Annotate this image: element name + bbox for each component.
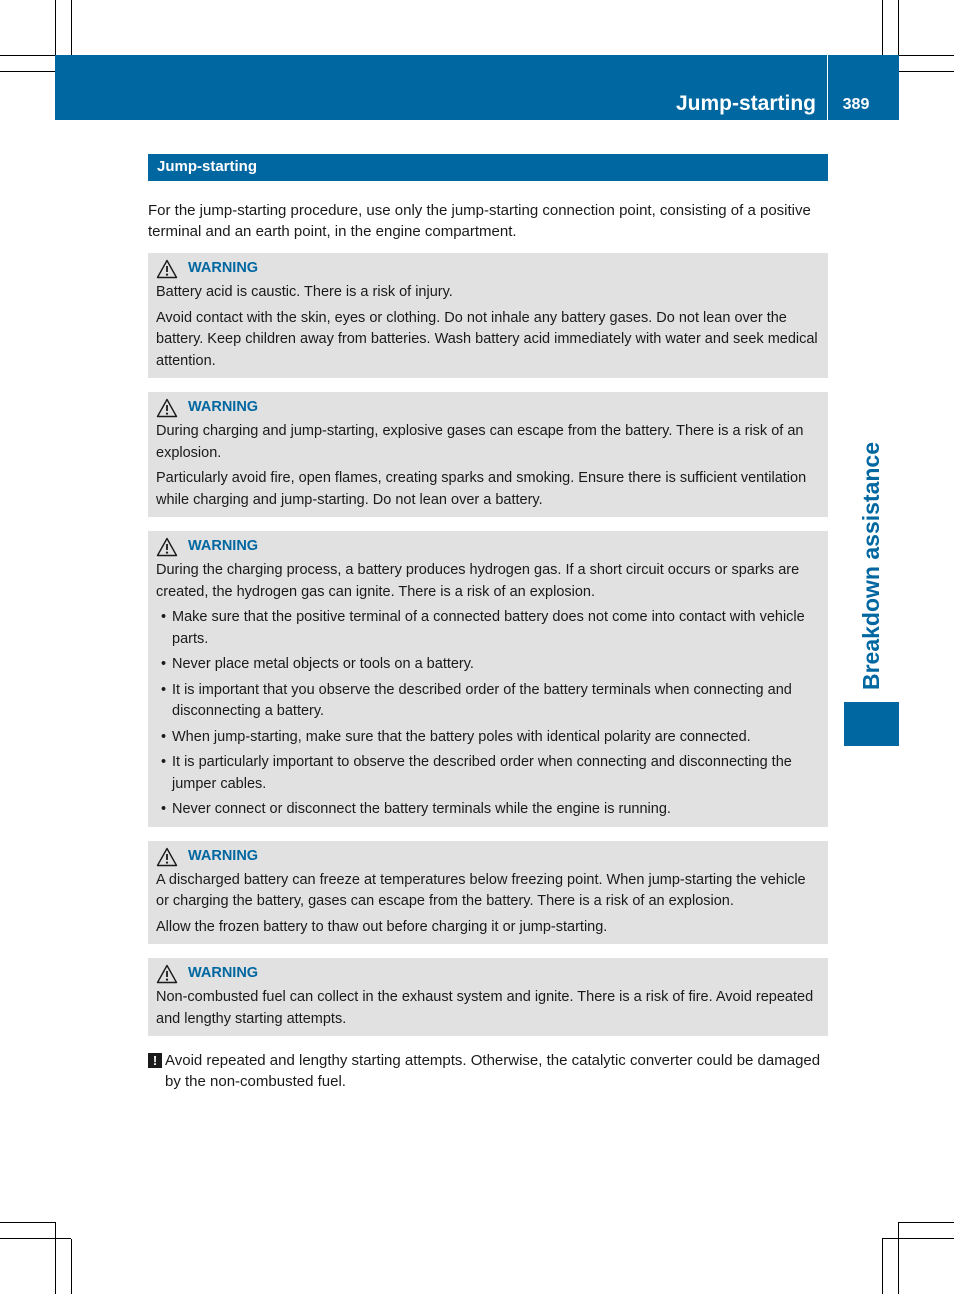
warning-bullet-list xyxy=(156,607,820,821)
warning-triangle-icon xyxy=(156,537,178,557)
warning-paragraph: During the charging process, a battery produces hydrogen gas. If a short circuit occurs or sparks are created, the hydrogen gas can ignite. There is a risk of an explosion. xyxy=(156,562,800,600)
warning-paragraph: Avoid contact with the skin, eyes or clothing. Do not inhale any battery gases. Do not lean over the battery. Keep children away from batteries. Wash battery acid immediately with water and seek medical attention. xyxy=(156,309,818,369)
warning-paragraph: Battery acid is caustic. There is a risk of injury. xyxy=(156,284,453,300)
list-item: • Never place metal objects or tools on a battery. xyxy=(156,654,820,676)
warning-paragraph: During charging and jump-starting, explosive gases can escape from the battery. There is a risk of an explosion. xyxy=(156,423,804,461)
warning-box xyxy=(148,253,828,378)
crop-mark xyxy=(899,71,954,72)
list-item: • When jump-starting, make sure that the battery poles with identical polarity are connected. xyxy=(156,727,820,749)
exclamation-icon: ! xyxy=(148,1053,162,1068)
crop-mark xyxy=(882,0,883,55)
crop-mark xyxy=(0,1222,55,1223)
warning-triangle-icon xyxy=(156,847,178,867)
crop-mark xyxy=(0,71,55,72)
side-tab-label: Breakdown assistance xyxy=(858,441,884,690)
note xyxy=(148,1050,828,1092)
warning-box xyxy=(148,392,828,517)
warning-triangle-icon xyxy=(156,259,178,279)
note-text: Avoid repeated and lengthy starting attempts. Otherwise, the catalytic converter could be damaged by the non-combusted fuel. xyxy=(165,1052,821,1090)
warning-title: WARNING xyxy=(188,260,259,277)
crop-mark xyxy=(0,55,55,56)
warning-title: WARNING xyxy=(188,965,259,982)
crop-mark xyxy=(882,1238,954,1239)
warning-header xyxy=(156,398,820,418)
main-content xyxy=(148,154,828,1092)
warning-paragraph: Particularly avoid fire, open flames, creating sparks and smoking. Ensure there is sufficient ventilation while charging and jump-starting. Do not lean over a battery. xyxy=(156,470,807,508)
crop-mark xyxy=(55,1222,56,1294)
warning-header xyxy=(156,847,820,867)
warning-box xyxy=(148,531,828,827)
crop-mark xyxy=(0,1238,71,1239)
list-item: • Never connect or disconnect the battery terminals while the engine is running. xyxy=(156,799,820,821)
warning-box xyxy=(148,841,828,945)
crop-mark xyxy=(899,55,954,56)
warning-header xyxy=(156,537,820,557)
crop-mark xyxy=(55,0,56,55)
list-item: • It is particularly important to observe the described order when connecting and disconnecting the jumper cables. xyxy=(156,752,820,795)
warning-paragraph: A discharged battery can freeze at temperatures below freezing point. When jump-starting the vehicle or charging the battery, gases can escape from the battery. There is a risk of an explosion. xyxy=(156,871,806,909)
crop-mark xyxy=(898,1222,899,1294)
warning-title: WARNING xyxy=(188,399,259,416)
crop-mark xyxy=(71,0,72,55)
warning-triangle-icon xyxy=(156,964,178,984)
crop-mark xyxy=(898,0,899,55)
crop-mark xyxy=(899,1222,954,1223)
warning-title: WARNING xyxy=(188,538,259,555)
section-heading: Jump-starting xyxy=(148,154,828,181)
warnings-list xyxy=(148,253,828,1036)
page-number: 389 xyxy=(842,96,870,113)
intro-paragraph: For the jump-starting procedure, use only the jump-starting connection point, consisting of a positive terminal and an earth point, in the engine compartment. xyxy=(148,202,811,240)
header-title: Jump-starting xyxy=(675,92,816,115)
header-divider xyxy=(827,55,828,120)
warning-title: WARNING xyxy=(188,847,259,864)
list-item: • It is important that you observe the described order of the battery terminals when connecting and disconnecting a battery. xyxy=(156,680,820,723)
warning-box xyxy=(148,958,828,1036)
list-item: • Make sure that the positive terminal of a connected battery does not come into contact with vehicle parts. xyxy=(156,607,820,650)
side-tab-marker xyxy=(844,702,899,746)
warning-triangle-icon xyxy=(156,398,178,418)
warning-header xyxy=(156,964,820,984)
crop-mark xyxy=(882,1239,883,1294)
warning-header xyxy=(156,259,820,279)
warning-paragraph: Non-combusted fuel can collect in the exhaust system and ignite. There is a risk of fire. Avoid repeated and lengthy starting attempts. xyxy=(156,989,814,1027)
warning-paragraph: Allow the frozen battery to thaw out before charging it or jump-starting. xyxy=(156,918,608,935)
crop-mark xyxy=(71,1239,72,1294)
